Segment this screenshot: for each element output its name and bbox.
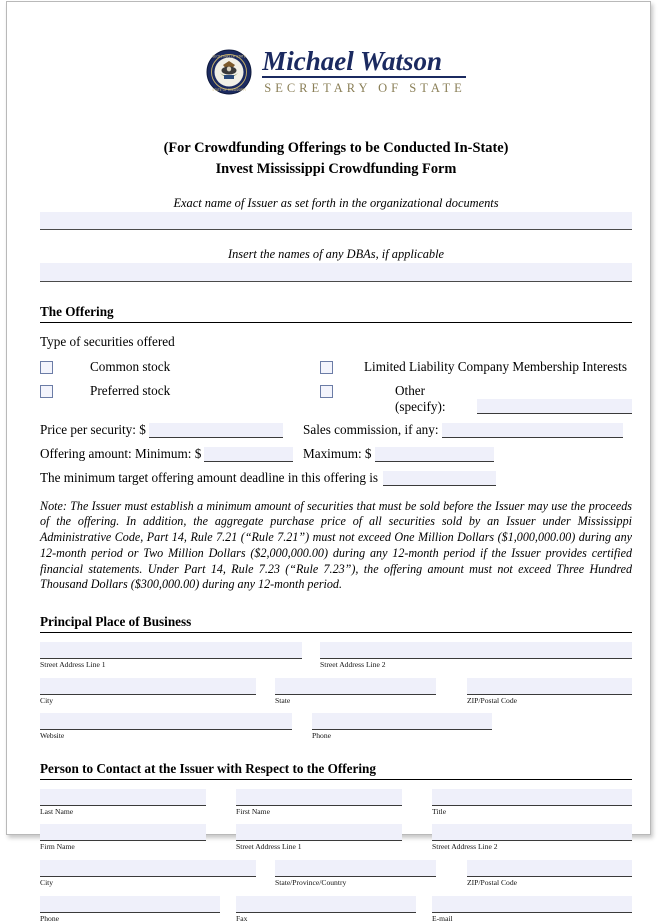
contact-email-input[interactable] (432, 896, 632, 913)
spacer (302, 642, 320, 669)
deadline-row (40, 470, 632, 486)
issuer-dba-input[interactable] (40, 263, 632, 282)
checkbox-preferred-stock[interactable] (40, 383, 320, 398)
ppb-street-2-field (320, 642, 632, 669)
spacer (402, 824, 432, 851)
other-specify-input[interactable] (477, 399, 632, 414)
officer-name: Michael Watson (262, 47, 466, 78)
contact-title-input[interactable] (432, 789, 632, 806)
ppb-phone-field (312, 713, 492, 740)
checkbox-label: Other (specify): (395, 383, 446, 414)
offering-maximum-input[interactable] (375, 447, 494, 462)
offering-maximum-label: Maximum: $ (303, 445, 372, 461)
ppb-city-field (40, 678, 256, 705)
issuer-dba-caption: Insert the names of any DBAs, if applicable (227, 247, 445, 262)
checkbox-label: Limited Liability Company Membership Interests (364, 359, 627, 375)
contact-row-city-state-zip (40, 860, 632, 887)
spacer (206, 824, 236, 851)
spacer (256, 860, 275, 887)
contact-title-field (432, 789, 632, 816)
spacer (416, 896, 432, 923)
ppb-street-1-input[interactable] (40, 642, 302, 659)
contact-state-input[interactable] (275, 860, 436, 877)
contact-street-1-caption: Street Address Line 1 (236, 842, 302, 852)
checkbox-llc-interests[interactable] (320, 359, 632, 374)
contact-email-caption: E-mail (432, 913, 453, 923)
spacer (436, 678, 467, 705)
issuer-name-caption: Exact name of Issuer as set forth in the organizational documents (173, 196, 499, 211)
spacer (220, 896, 236, 923)
price-per-security-label: Price per security: $ (40, 421, 146, 437)
securities-type-label: Type of securities offered (40, 334, 175, 350)
spacer (402, 789, 432, 816)
spacer (256, 678, 275, 705)
ppb-phone-caption: Phone (312, 731, 331, 741)
price-commission-row (40, 422, 632, 438)
brand-block (262, 47, 466, 96)
contact-zip-input[interactable] (467, 860, 632, 877)
ppb-city-input[interactable] (40, 678, 256, 695)
ppb-state-field (275, 678, 436, 705)
contact-last-name-field (40, 789, 206, 816)
sales-commission-group (303, 422, 632, 438)
contact-fax-input[interactable] (236, 896, 416, 913)
page-title (40, 138, 632, 179)
ppb-state-caption: State (275, 695, 291, 705)
offering-note: Note: The Issuer must establish a minimum amount of securities that must be sold before the Issuer may use the proceeds of the offering. In addition, the aggregate purchase price of all securities sold by an Issuer under Mississippi Administrative Code, Part 14, Rule 7.21 (“Rule 7.21”) must not exceed One Million Dollars ($1,000,000.00) during any 12-month period or Two Million Dollars ($2,000,000.00) during any 12-month period if the Issuer provides certified financial statements. Under Part 14, Rule 7.23 (“Rule 7.23”), the offering amount must not exceed Three Hundred Thousand Dollars ($300,000.00) during any 12-month period. (40, 498, 632, 592)
price-per-security-input[interactable] (149, 423, 283, 438)
spacer (436, 860, 467, 887)
contact-firm-name-caption: Firm Name (40, 842, 75, 852)
contact-phone-input[interactable] (40, 896, 220, 913)
spacer (292, 713, 312, 740)
checkbox-other[interactable] (320, 383, 632, 413)
offering-minimum-input[interactable] (204, 447, 293, 462)
officer-title: SECRETARY OF STATE (264, 81, 466, 96)
spacer (206, 789, 236, 816)
contact-first-name-caption: First Name (236, 806, 270, 816)
contact-street-2-field (432, 824, 632, 851)
sales-commission-input[interactable] (442, 423, 623, 438)
checkbox-label: Preferred stock (90, 383, 171, 399)
contact-street-1-field (236, 824, 402, 851)
contact-title-caption: Title (432, 806, 447, 816)
letterhead (40, 47, 632, 96)
ppb-street-1-field (40, 642, 302, 669)
checkbox-icon[interactable] (40, 385, 53, 398)
contact-fax-caption: Fax (236, 913, 248, 923)
ppb-zip-input[interactable] (467, 678, 632, 695)
contact-firm-name-input[interactable] (40, 824, 206, 841)
checkbox-common-stock[interactable] (40, 359, 320, 374)
deadline-input[interactable] (383, 471, 496, 486)
contact-city-input[interactable] (40, 860, 256, 877)
ppb-street-1-caption: Street Address Line 1 (40, 660, 106, 670)
svg-text:SECRETARY OF STATE: SECRETARY OF STATE (212, 54, 246, 59)
contact-zip-field (467, 860, 632, 887)
contact-city-field (40, 860, 256, 887)
contact-street-2-input[interactable] (432, 824, 632, 841)
contact-state-field (275, 860, 436, 887)
contact-phone-caption: Phone (40, 913, 59, 923)
ppb-zip-field (467, 678, 632, 705)
document-sheet (6, 1, 651, 923)
section-heading-offering: The Offering (40, 304, 632, 323)
document-body (40, 2, 632, 922)
contact-last-name-input[interactable] (40, 789, 206, 806)
securities-row-1 (40, 359, 632, 374)
checkbox-label: Common stock (90, 359, 171, 375)
ppb-street-2-caption: Street Address Line 2 (320, 660, 386, 670)
checkbox-icon[interactable] (320, 385, 333, 398)
price-per-security-group (40, 422, 303, 438)
contact-state-caption: State/Province/Country (275, 878, 347, 888)
svg-text:STATE OF MISSISSIPPI: STATE OF MISSISSIPPI (212, 87, 246, 92)
ppb-city-caption: City (40, 695, 54, 705)
deadline-label: The minimum target offering amount deadline in this offering is (40, 469, 379, 485)
contact-street-1-input[interactable] (236, 824, 402, 841)
contact-firm-name-field (40, 824, 206, 851)
contact-city-caption: City (40, 878, 54, 888)
other-specify-group (364, 383, 632, 413)
ppb-row-website-phone (40, 713, 632, 740)
checkbox-icon[interactable] (320, 361, 333, 374)
ppb-row-city-state-zip (40, 678, 632, 705)
offering-minimum-group (40, 446, 303, 462)
ppb-state-input[interactable] (275, 678, 436, 695)
contact-last-name-caption: Last Name (40, 806, 74, 816)
ppb-website-field (40, 713, 292, 740)
checkbox-icon[interactable] (40, 361, 53, 374)
ppb-zip-caption: ZIP/Postal Code (467, 695, 517, 705)
securities-row-2 (40, 383, 632, 413)
page-title-line1: (For Crowdfunding Offerings to be Conducted In-State) (163, 140, 509, 157)
contact-first-name-input[interactable] (236, 789, 402, 806)
contact-street-2-caption: Street Address Line 2 (432, 842, 498, 852)
ppb-row-street (40, 642, 632, 669)
issuer-name-input[interactable] (40, 212, 632, 230)
contact-row-phone-fax-email (40, 896, 632, 923)
offering-minimum-label: Offering amount: Minimum: $ (40, 445, 202, 461)
ppb-street-2-input[interactable] (320, 642, 632, 659)
contact-email-field (432, 896, 632, 923)
section-heading-contact: Person to Contact at the Issuer with Respect to the Offering (40, 761, 632, 780)
page-title-line2: Invest Mississippi Crowdfunding Form (215, 160, 457, 177)
contact-first-name-field (236, 789, 402, 816)
ppb-phone-input[interactable] (312, 713, 492, 730)
offering-amount-row (40, 446, 632, 462)
section-heading-principal-place: Principal Place of Business (40, 614, 632, 633)
contact-fax-field (236, 896, 416, 923)
offering-maximum-group (303, 446, 494, 462)
contact-phone-field (40, 896, 220, 923)
contact-zip-caption: ZIP/Postal Code (467, 878, 517, 888)
sales-commission-label: Sales commission, if any: (303, 421, 439, 437)
state-seal-icon (206, 49, 252, 95)
contact-row-firm-street (40, 824, 632, 851)
ppb-website-caption: Website (40, 731, 65, 741)
ppb-website-input[interactable] (40, 713, 292, 730)
contact-row-name (40, 789, 632, 816)
